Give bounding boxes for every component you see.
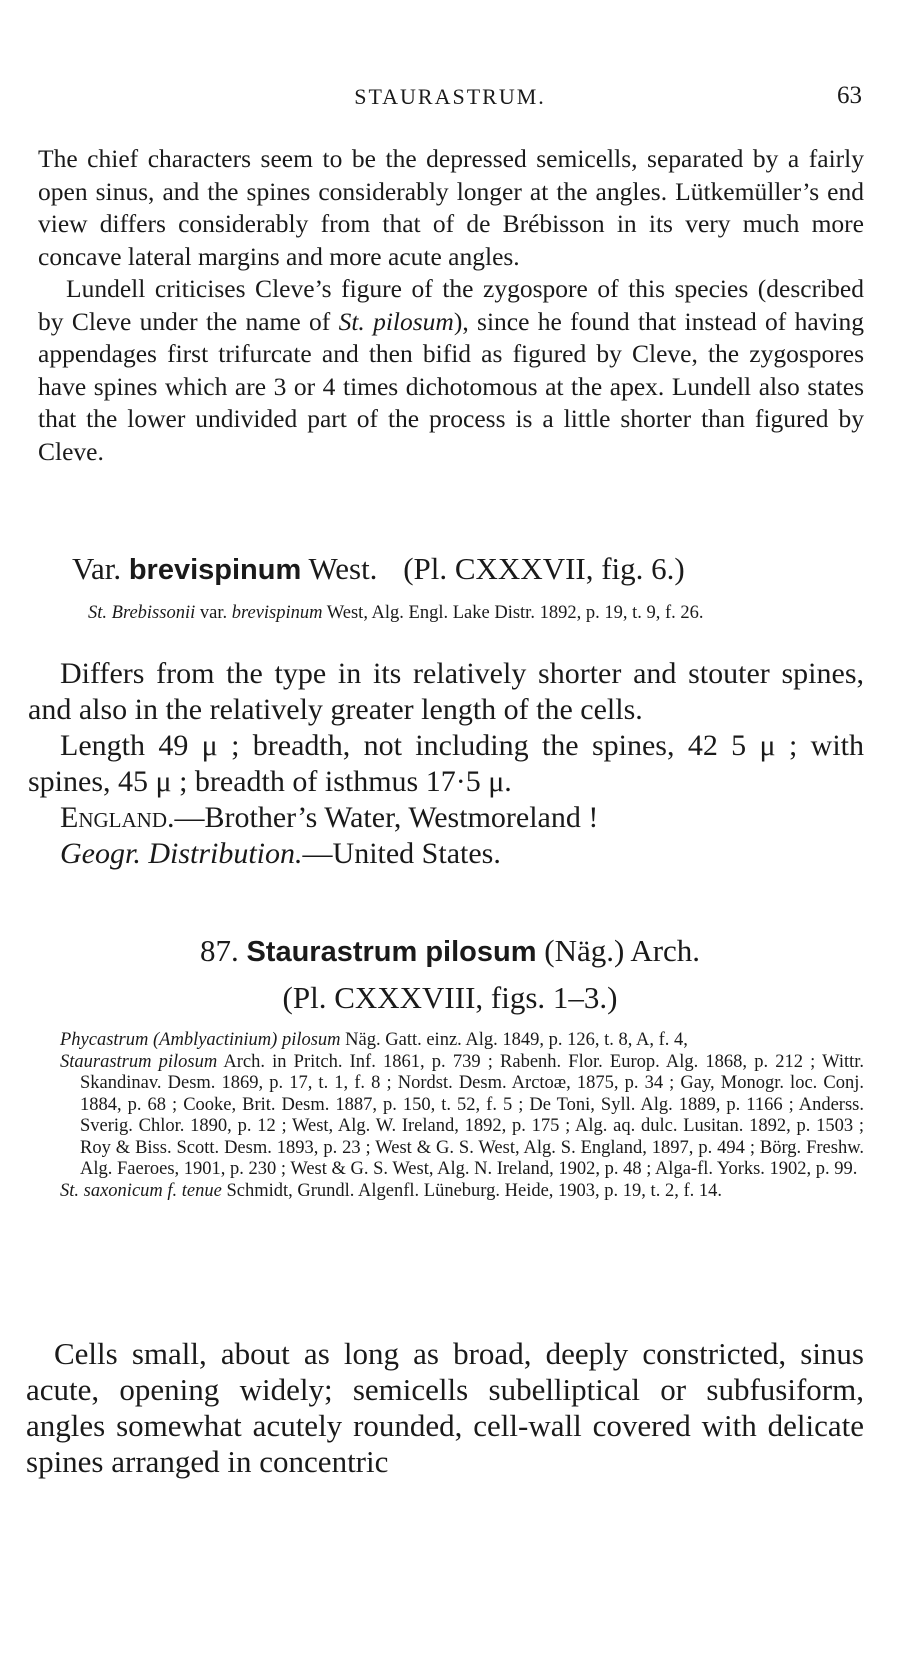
intro-paragraph-2 [38,273,864,468]
species-description-block [26,1336,864,1480]
synonym-1-taxon: Phycastrum (Amblyactinium) pilosum [60,1030,341,1050]
locality-label: England. [60,801,175,834]
species-description: Cells small, about as long as broad, deeply constricted, sinus acute, opening widely; semicells subelliptical or subfusiform, angles somewhat acutely rounded, cell-wall covered with delicate spines arranged in concentric [26,1336,864,1479]
intro-p2-end: ), since he found that instead of having appendages first trifurcate and then bifid as figured by Cleve, the zygospores have spines which are 3 or 4 times dichotomous at the apex. Lundell also states that the lower undivided part of the process is a little shorter than figured by Cleve. [38,306,865,466]
intro-paragraph-1: The chief characters seem to be the depressed semicells, separated by a fairly open sinus, and the spines considerably longer at the angles. Lütkemüller’s end view differs considerably from that of de Brébisson in its very much more concave lateral margins and more acute angles. [38,144,864,271]
distribution-label: Geogr. Distribution. [60,837,303,870]
intro-p2-taxon: St. pilosum [338,306,454,336]
variety-name: brevispinum [128,554,302,586]
variety-description: Differs from the type in its relatively shorter and stouter spines, and also in the relatively greater length of the cells. [28,657,864,726]
variety-body [28,656,864,872]
running-header [36,84,864,114]
page-number: 63 [837,82,862,109]
distribution-text: —United States. [302,837,501,870]
synonym-3 [60,1181,864,1203]
variety-heading [72,551,864,587]
locality-text: —Brother’s Water, Westmoreland ! [174,801,599,834]
species-title-line [36,928,864,975]
variety-syn-mid: var. [195,603,232,623]
intro-p2-start: Lundell criticises Cleve’s figure of the zygospore of this species (described by Cleve under the name of [38,274,864,336]
synonym-1-refs: Näg. Gatt. einz. Alg. 1849, p. 126, t. 8, A, f. 4, [340,1030,688,1050]
species-author: (Näg.) Arch. [544,933,701,968]
synonym-2-taxon: Staurastrum pilosum [60,1051,218,1072]
running-title: STAURASTRUM. [354,84,546,109]
synonym-3-refs: Schmidt, Grundl. Algenfl. Lüneburg. Heide, 1903, p. 19, t. 2, f. 14. [221,1180,722,1201]
variety-measurements: Length 49 μ ; breadth, not including the spines, 42 5 μ ; with spines, 45 μ ; breadth of isthmus 17·5 μ. [28,729,864,798]
intro-text [38,143,864,468]
variety-distribution [28,836,864,872]
variety-syn-taxon-2: brevispinum [231,603,323,623]
variety-plate-ref: (Pl. CXXXVII, fig. 6.) [403,551,685,586]
synonym-2-refs: Arch. in Pritch. Inf. 1861, p. 739 ; Rabenh. Flor. Europ. Alg. 1868, p. 212 ; Wittr. Skandinav. Desm. 1869, p. 17, t. 1, f. 8 ; Nordst. Desm. Arctoæ, 1875, p. 34 ; Gay, Monogr. loc. Conj. 1884, p. 68 ; Cooke, Brit. Desm. 1887, p. 150, t. 52, f. 5 ; De Toni, Syll. Alg. 1889, p. 1166 ; Anderss. Sverig. Chlor. 1890, p. 12 ; West, Alg. W. Ireland, 1892, p. 175 ; Alg. aq. dulc. Lusitan. 1892, p. 1503 ; Roy & Biss. Scott. Desm. 1893, p. 23 ; West & G. S. West, Alg. S. England, 1897, p. 494 ; Börg. Freshw. Alg. Faeroes, 1901, p. 230 ; West & G. S. West, Alg. N. Ireland, 1902, p. 48 ; Alga-fl. Yorks. 1902, p. 99. [80,1051,864,1179]
variety-syn-ref: West, Alg. Engl. Lake Distr. 1892, p. 19, t. 9, f. 26. [322,603,704,623]
synonym-2 [60,1052,864,1181]
variety-prefix: Var. [72,551,122,586]
synonym-3-taxon: St. saxonicum f. tenue [60,1180,222,1201]
variety-locality [28,800,864,836]
species-number: 87. [199,933,239,968]
variety-synonymy [88,602,864,624]
species-plate-ref: (Pl. CXXXVIII, figs. 1–3.) [282,980,618,1015]
species-heading [36,928,864,1020]
species-synonymy [60,1030,864,1202]
synonym-1 [60,1030,864,1052]
variety-author: West. [308,551,378,586]
species-name: Staurastrum pilosum [246,936,537,968]
variety-syn-taxon: St. Brebissonii [88,603,196,623]
